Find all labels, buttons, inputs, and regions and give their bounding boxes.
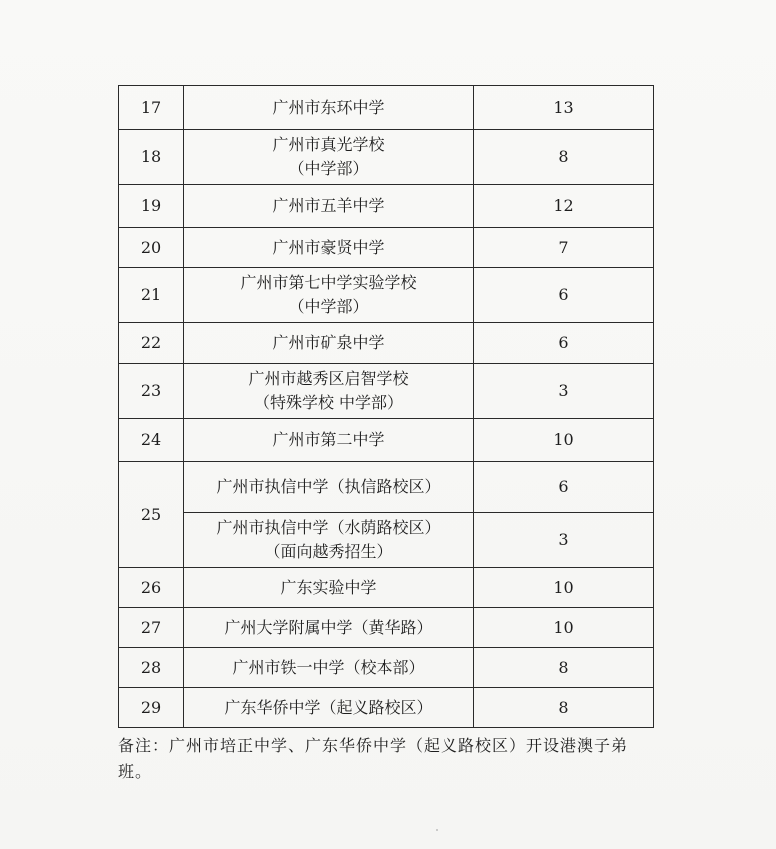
row-number: 21 xyxy=(119,268,184,323)
table-row xyxy=(119,185,654,228)
school-name xyxy=(184,462,474,513)
quota-count: 3 xyxy=(474,513,654,568)
school-quota-table xyxy=(118,85,654,728)
row-number: 27 xyxy=(119,608,184,648)
school-name-text: 广州市真光学校 xyxy=(272,135,385,154)
school-name xyxy=(184,268,474,323)
school-name-text: 广州市铁一中学（校本部） xyxy=(232,657,425,677)
school-name-note: （中学部） xyxy=(288,297,369,316)
table-row xyxy=(119,462,654,513)
school-name xyxy=(184,688,474,728)
school-name-text: 广东华侨中学（起义路校区） xyxy=(224,697,433,717)
quota-count: 6 xyxy=(474,323,654,364)
table-row xyxy=(119,419,654,462)
table-row xyxy=(119,648,654,688)
row-number: 19 xyxy=(119,185,184,228)
quota-count: 6 xyxy=(474,268,654,323)
school-name xyxy=(184,185,474,228)
scan-speck xyxy=(436,829,438,831)
school-name-text: 广州市第七中学实验学校 xyxy=(240,273,417,292)
school-name xyxy=(184,323,474,364)
school-name-text: 广州市执信中学（执信路校区） xyxy=(216,477,441,496)
school-name xyxy=(184,568,474,608)
table-row xyxy=(119,513,654,568)
school-name-text: 广东实验中学 xyxy=(280,577,377,597)
row-number: 22 xyxy=(119,323,184,364)
table-row xyxy=(119,688,654,728)
school-name-note: （面向越秀招生） xyxy=(264,542,393,561)
school-name xyxy=(184,648,474,688)
table-row xyxy=(119,568,654,608)
row-number: 20 xyxy=(119,228,184,268)
school-name-note: （特殊学校 中学部） xyxy=(253,393,404,412)
school-name-text: 广州市执信中学（水荫路校区） xyxy=(216,518,441,537)
school-name xyxy=(184,86,474,130)
quota-count: 8 xyxy=(474,648,654,688)
school-name-text: 广州市五羊中学 xyxy=(272,196,385,215)
quota-count: 10 xyxy=(474,608,654,648)
school-name-text: 广州市豪贤中学 xyxy=(272,237,385,257)
school-name-text: 广州市东环中学 xyxy=(272,97,385,117)
quota-count: 10 xyxy=(474,419,654,462)
school-name xyxy=(184,228,474,268)
row-number: 25 xyxy=(119,462,184,568)
row-number: 29 xyxy=(119,688,184,728)
table-row xyxy=(119,323,654,364)
school-name xyxy=(184,608,474,648)
quota-count: 8 xyxy=(474,130,654,185)
school-name-text: 广州大学附属中学（黄华路） xyxy=(224,617,433,637)
school-name xyxy=(184,130,474,185)
table-row xyxy=(119,268,654,323)
row-number: 26 xyxy=(119,568,184,608)
quota-count: 8 xyxy=(474,688,654,728)
quota-count: 3 xyxy=(474,364,654,419)
table-row xyxy=(119,364,654,419)
row-number: 23 xyxy=(119,364,184,419)
school-name-note: （中学部） xyxy=(288,159,369,178)
school-name xyxy=(184,419,474,462)
table-row xyxy=(119,130,654,185)
quota-count: 6 xyxy=(474,462,654,513)
row-number: 28 xyxy=(119,648,184,688)
table-row xyxy=(119,228,654,268)
footnote xyxy=(118,733,698,785)
quota-count: 12 xyxy=(474,185,654,228)
school-name-text: 广州市越秀区启智学校 xyxy=(248,369,409,388)
row-number: 24 xyxy=(119,419,184,462)
school-name-text: 广州市矿泉中学 xyxy=(272,333,385,352)
row-number: 18 xyxy=(119,130,184,185)
quota-count: 7 xyxy=(474,228,654,268)
footnote-line: 班。 xyxy=(118,762,153,781)
table-row xyxy=(119,86,654,130)
row-number: 17 xyxy=(119,86,184,130)
quota-count: 10 xyxy=(474,568,654,608)
table-row xyxy=(119,608,654,648)
school-name xyxy=(184,364,474,419)
footnote-line: 备注：广州市培正中学、广东华侨中学（起义路校区）开设港澳子弟 xyxy=(118,736,629,755)
school-name-text: 广州市第二中学 xyxy=(272,430,385,449)
school-name xyxy=(184,513,474,568)
quota-count: 13 xyxy=(474,86,654,130)
